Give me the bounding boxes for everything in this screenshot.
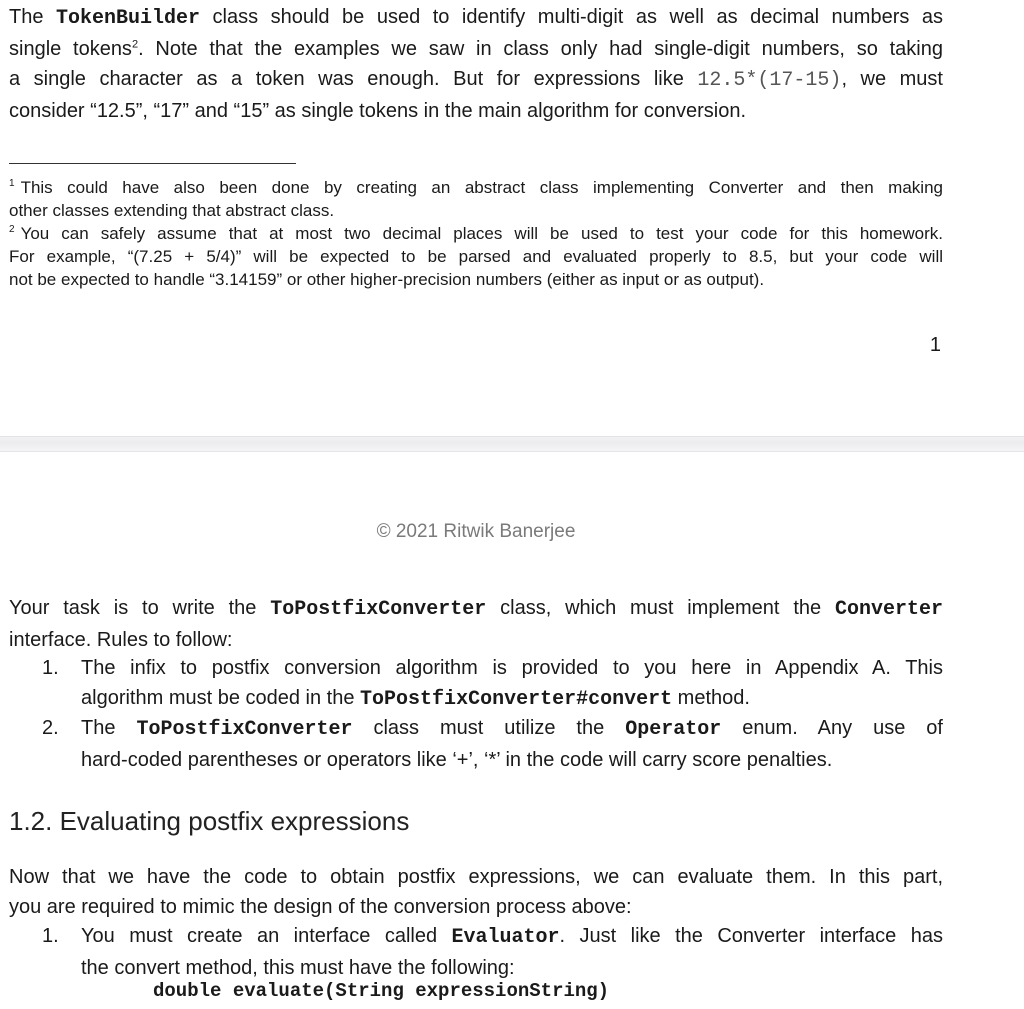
code-evaluate-signature: double evaluate(String expressionString): [153, 980, 610, 1002]
section-heading: 1.2. Evaluating postfix expressions: [9, 806, 410, 836]
code-operator: Operator: [625, 718, 722, 741]
page-number: 1: [929, 334, 941, 356]
copyright-header: © 2021 Ritwik Banerjee: [376, 521, 576, 542]
code-tokenbuilder: TokenBuilder: [55, 7, 201, 30]
code-topostfixconverter: ToPostfixConverter: [270, 598, 487, 621]
footnote-divider: [9, 163, 296, 164]
page-break: [0, 436, 1024, 452]
footnote-1: $^1$ This could have also been done by creating an abstract class implementing Converter and then making: [9, 178, 943, 197]
task-paragraph: Your task is to write the ToPostfixConverter class, which must implement the Converter interface. Rules to follow:: [9, 597, 943, 651]
code-topostfixconverter-2: ToPostfixConverter: [136, 718, 353, 741]
rule-item-1: 1. The infix to postfix conversion algorithm is provided to you here in Appendix A. This algorithm must be coded in the ToPostfixConverter#convert method.: [42, 657, 943, 711]
code-evaluator: Evaluator: [451, 926, 560, 949]
evaluation-paragraph: Now that we have the code to obtain postfix expressions, we can evaluate them. In this part, you are required to mimic the design of the conversion process above:: [9, 866, 943, 918]
code-expression: 12.5*(17-15): [697, 69, 842, 92]
footnotes: $^1$ This could have also been done by creating an abstract class implementing Converter and then making other classes extending that abstract class. $^2$ You can safely assume that at most two decimal places will be used to test your code for this homework. For example, “(7.25 + 5/4)” will be expected to be parsed and evaluated properly to 8.5, but your code will not be expected to handle “3.14159” or other higher-precision numbers (either as input or as output).: [9, 178, 943, 289]
code-converter: Converter: [834, 598, 943, 621]
page-1: [0, 0, 1024, 440]
code-convert-method: ToPostfixConverter#convert: [360, 688, 673, 711]
rule-item-2: 2. The ToPostfixConverter class must utilize the Operator enum. Any use of hard-coded parentheses or operators like ‘+’, ‘*’ in the code will carry score penalties.: [42, 717, 943, 771]
footnote-ref-2[interactable]: 2: [131, 38, 139, 51]
eval-item-1: 1. You must create an interface called Evaluator. Just like the Converter interface has the convert method, this must have the following:: [42, 925, 943, 979]
tokenbuilder-paragraph: The TokenBuilder class should be used to identify multi-digit as well as decimal numbers as single tokens$^2$. Note that the examples we saw in class only had single-digit numbers, so taking a single character as a token was enough. But for expressions like 12.5*(17-15), we must consider “12.5”, “17” and “15” as single tokens in the main algorithm for conversion.: [9, 6, 943, 122]
footnote-2: $^2$ You can safely assume that at most two decimal places will be used to test your code for this homework.: [9, 224, 943, 243]
